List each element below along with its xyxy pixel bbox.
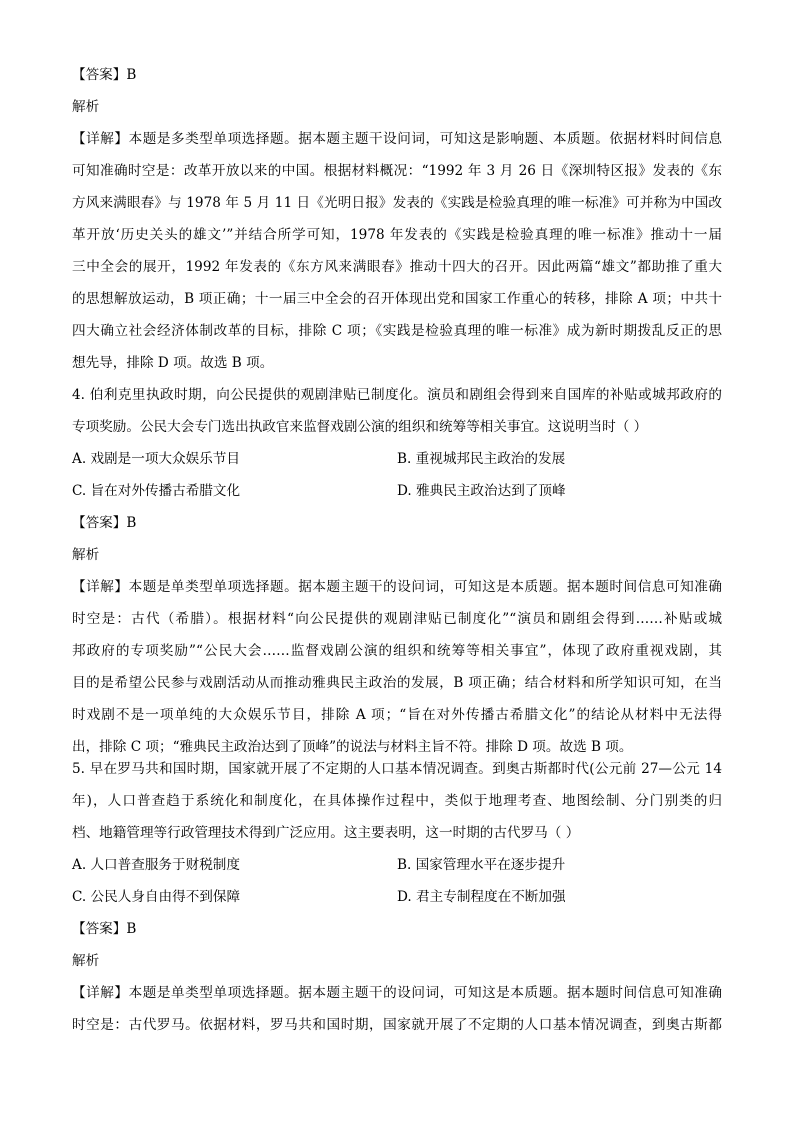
detail-line: 目的是希望公民参与戏剧活动从而推动雅典民主政治的发展，B 项正确；结合材料和所学知识可知，在当 bbox=[72, 675, 722, 691]
detail-line: 四大确立社会经济体制改革的目标，排除 C 项；《实践是检验真理的唯一标准》成为新时期拨乱反正的思 bbox=[72, 323, 722, 339]
analysis-label: 解析 bbox=[72, 547, 100, 563]
question-5-stem: 年)，人口普查趋于系统化和制度化，在具体操作过程中，类似于地理考查、地图绘制、分门别类的归 bbox=[72, 793, 722, 809]
option-c: C. 旨在对外传播古希腊文化 bbox=[72, 483, 241, 499]
option-a: A. 戏剧是一项大众娱乐节目 bbox=[72, 451, 240, 467]
option-b: B. 国家管理水平在逐步提升 bbox=[397, 857, 566, 873]
detail-line: 时戏剧不是一项单纯的大众娱乐节目，排除 A 项；“旨在对外传播古希腊文化”的结论从材料中无法得 bbox=[72, 707, 722, 723]
detail-line: 【详解】本题是多类型单项选择题。据本题主题干设问词，可知这是影响题、本质题。依据材料时间信息 bbox=[72, 131, 722, 147]
detail-line: 时空是：古代（希腊）。根据材料“向公民提供的观剧津贴已制度化”“演员和剧组会得到……补贴或城 bbox=[72, 611, 722, 627]
detail-line: 【详解】本题是单类型单项选择题。据本题主题干的设问词，可知这是本质题。据本题时间信息可知准确 bbox=[72, 985, 722, 1001]
question-4-stem: 4. 伯利克里执政时期，向公民提供的观剧津贴已制度化。演员和剧组会得到来自国库的补贴或城邦政府的 bbox=[72, 387, 722, 403]
question-4-stem: 专项奖励。公民大会专门选出执政官来监督戏剧公演的组织和统筹等相关事宜。这说明当时（ ） bbox=[72, 419, 648, 435]
detail-line: 时空是：古代罗马。依据材料，罗马共和国时期，国家就开展了不定期的人口基本情况调查，到奥古斯都 bbox=[72, 1017, 722, 1033]
analysis-label: 解析 bbox=[72, 953, 100, 969]
detail-line: 的思想解放运动，B 项正确；十一届三中全会的召开体现出党和国家工作重心的转移，排除 A 项；中共十 bbox=[72, 291, 722, 307]
detail-line: 邦政府的专项奖励”“公民大会……监督戏剧公演的组织和统筹等相关事宜”，体现了政府重视戏剧，其 bbox=[72, 643, 722, 659]
detail-line: 想先导，排除 D 项。故选 B 项。 bbox=[72, 355, 274, 371]
answer-label: 【答案】B bbox=[72, 921, 137, 937]
detail-line: 方风来满眼春》与 1978 年 5 月 11 日《光明日报》发表的《实践是检验真理的唯一标准》可并称为中国改 bbox=[72, 195, 722, 211]
analysis-label: 解析 bbox=[72, 99, 100, 115]
detail-line: 革开放‘历史关头的雄文’”并结合所学可知，1978 年发表的《实践是检验真理的唯一标准》推动十一届 bbox=[72, 227, 722, 243]
question-5-stem: 5. 早在罗马共和国时期，国家就开展了不定期的人口基本情况调查。到奥古斯都时代(公元前 27—公元 14 bbox=[72, 761, 722, 777]
answer-label: 【答案】B bbox=[72, 515, 137, 531]
question-5-stem: 档、地籍管理等行政管理技术得到广泛应用。这主要表明，这一时期的古代罗马（ ） bbox=[72, 825, 580, 841]
answer-label: 【答案】B bbox=[72, 67, 137, 83]
detail-line: 【详解】本题是单类型单项选择题。据本题主题干的设问词，可知这是本质题。据本题时间信息可知准确 bbox=[72, 579, 722, 595]
detail-line: 三中全会的展开，1992 年发表的《东方风来满眼春》推动十四大的召开。因此两篇“雄文”都助推了重大 bbox=[72, 259, 722, 275]
option-c: C. 公民人身自由得不到保障 bbox=[72, 889, 241, 905]
option-a: A. 人口普查服务于财税制度 bbox=[72, 857, 240, 873]
detail-line: 出，排除 C 项；“雅典民主政治达到了顶峰”的说法与材料主旨不符。排除 D 项。故选 B 项。 bbox=[72, 739, 633, 755]
option-b: B. 重视城邦民主政治的发展 bbox=[397, 451, 566, 467]
detail-line: 可知准确时空是：改革开放以来的中国。根据材料概况：“1992 年 3 月 26 日《深圳特区报》发表的《东 bbox=[72, 163, 722, 179]
option-d: D. 君主专制程度在不断加强 bbox=[397, 889, 566, 905]
option-d: D. 雅典民主政治达到了顶峰 bbox=[397, 483, 566, 499]
